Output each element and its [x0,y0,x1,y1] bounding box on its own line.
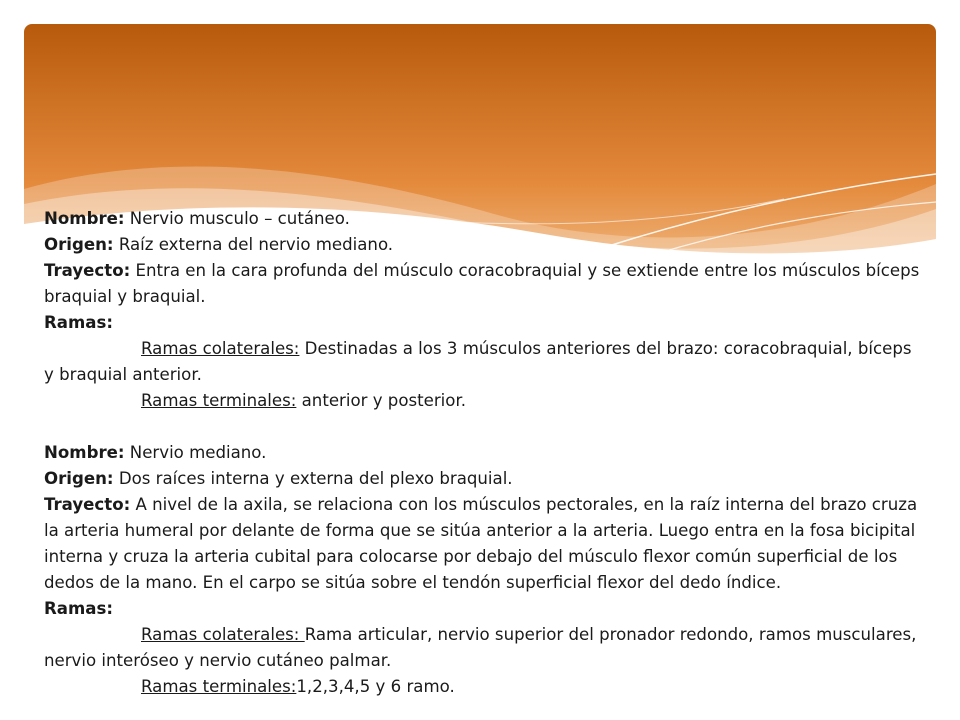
s1-collateral-value: Destinadas a los 3 músculos anteriores del brazo: coracobraquial, bíceps y braquial anterior. [44,339,912,384]
slide-content [44,206,924,700]
s2-name-value: Nervio mediano. [124,443,267,462]
s1-branches-label: Ramas: [44,313,113,332]
s1-terminal-value: anterior y posterior. [296,391,467,410]
s2-terminal-value: 1,2,3,4,5 y 6 ramo. [296,677,455,696]
s2-collateral-value: Rama articular, nervio superior del pronador redondo, ramos musculares, nervio interóseo y nervio cutáneo palmar. [44,625,917,670]
s1-collateral-label: Ramas colaterales: [141,339,300,358]
s1-route-label: Trayecto: [44,261,131,280]
s2-name-line [44,440,924,466]
s1-name-line [44,206,924,232]
s1-origin-line [44,232,924,258]
s1-origin-value: Raíz externa del nervio mediano. [113,235,394,254]
s1-terminal-line [44,388,924,414]
s2-collateral-label: Ramas colaterales: [141,625,305,644]
s2-terminal-line [44,674,924,700]
s2-origin-line [44,466,924,492]
s2-route-line [44,492,924,596]
s1-collateral-line [44,336,924,388]
s1-name-label: Nombre: [44,209,125,228]
s1-origin-label: Origen: [44,235,114,254]
s2-terminal-label: Ramas terminales: [141,677,297,696]
section-gap [44,414,924,440]
s2-route-label: Trayecto: [44,495,131,514]
s1-branches-line [44,310,924,336]
s2-branches-label: Ramas: [44,599,113,618]
s2-branches-line [44,596,924,622]
s1-route-value: Entra en la cara profunda del músculo coracobraquial y se extiende entre los músculos bíceps braquial y braquial. [44,261,920,306]
s2-name-label: Nombre: [44,443,125,462]
s1-terminal-label: Ramas terminales: [141,391,297,410]
s2-origin-label: Origen: [44,469,114,488]
s2-collateral-line [44,622,924,674]
s1-route-line [44,258,924,310]
s2-origin-value: Dos raíces interna y externa del plexo braquial. [113,469,513,488]
s1-name-value: Nervio musculo – cutáneo. [124,209,350,228]
s2-route-value: A nivel de la axila, se relaciona con los músculos pectorales, en la raíz interna del brazo cruza la arteria humeral por delante de forma que se sitúa anterior a la arteria. Luego entra en la fosa bicipital interna y cruza la arteria cubital para colocarse por debajo del músculo flexor común superficial de los dedos de la mano. En el carpo se sitúa sobre el tendón superficial flexor del dedo índice. [44,495,918,592]
